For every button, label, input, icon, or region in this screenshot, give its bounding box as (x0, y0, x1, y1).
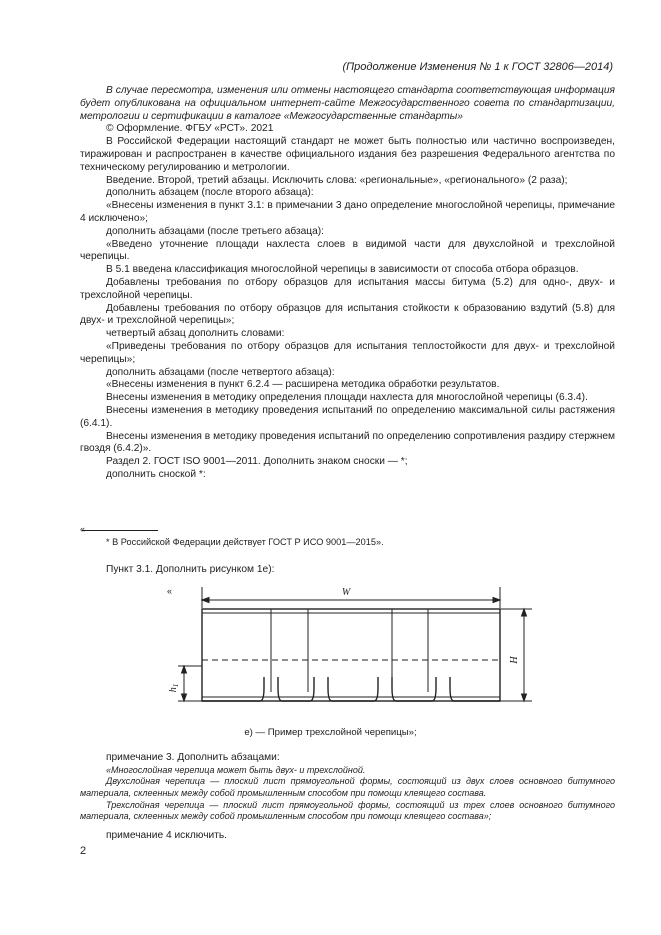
paragraph: Внесены изменения в методику проведения испытаний по определению сопротивления раздиру стержнем гвоздя (6.4.2)». (80, 430, 615, 455)
document-body (80, 85, 615, 482)
h1-label-sub: 1 (172, 683, 180, 688)
paragraph: Добавлены требования по отбору образцов для испытания стойкости к образованию вздутий (5.8) для двух- и трехслойной черепицы»; (80, 302, 615, 327)
note-line: Двухслойная черепица — плоский лист прямоугольной формы, состоящий из двух слоев основного битумного материала, склеенных между собой промышленным способом при помощи клеящего состава. (80, 776, 615, 798)
paragraph: Внесены изменения в методику определения площади нахлеста для многослойной черепицы (6.3.4). (106, 392, 588, 404)
paragraph: «Приведены требования по отбору образцов для испытания теплостойкости для двух- и трехслойной черепицы»; (80, 340, 615, 365)
paragraph: четвертый абзац дополнить словами: (106, 328, 285, 340)
paragraph: «Введено уточнение площади нахлеста слоев в видимой части для двухслойной и трехслойной черепицы. (80, 238, 615, 263)
paragraph: Внесены изменения в методику проведения испытаний по определению максимальной силы растяжения (6.4.1). (80, 404, 615, 429)
punkt-instruction: Пункт 3.1. Дополнить рисунком 1е): (106, 564, 275, 575)
notes-final: примечание 4 исключить. (106, 829, 228, 841)
paragraph: В случае пересмотра, изменения или отмены настоящего стандарта соответствующая информация будет опубликована на официальном интернет-сайте Межгосударственного совета по стандартизации, метрологии и сертификации в каталоге «Межгосударственные стандарты» (80, 85, 615, 122)
paragraph: © Оформление. ФГБУ «РСТ». 2021 (106, 123, 274, 135)
footnote-text: * В Российской Федерации действует ГОСТ Р ИСО 9001—2015». (106, 537, 384, 547)
notes-intro: примечание 3. Дополнить абзацами: (106, 752, 280, 763)
w-label: W (341, 587, 351, 598)
shingle-figure (160, 582, 540, 712)
paragraph: В 5.1 введена классификация многослойной черепицы в зависимости от способа отбора образцов. (106, 264, 579, 276)
h1-label-main: h (168, 687, 179, 693)
paragraph: дополнить абзацами (после третьего абзаца): (106, 225, 325, 237)
paragraph: В Российской Федерации настоящий стандарт не может быть полностью или частично воспроизведен, тиражирован и распространен в качестве официального издания без разрешения Федерального агентства по техническому регулированию и метрологии. (80, 136, 615, 173)
notes-section (80, 752, 615, 843)
paragraph: Раздел 2. ГОСТ ISO 9001—2011. Дополнить знаком сноски — *; (106, 456, 408, 468)
footnote-separator (82, 530, 158, 531)
paragraph: дополнить абзацами (после четвертого абзаца): (106, 366, 335, 378)
shingle-drawing (178, 587, 532, 701)
paragraph: дополнить абзацем (после второго абзаца): (106, 187, 314, 199)
paragraph: «Внесены изменения в пункт 3.1: в примечании 3 дано определение многослойной черепицы, примечание 4 исключено»; (80, 200, 615, 224)
page-header: (Продолжение Изменения № 1 к ГОСТ 32806—2014) (342, 61, 613, 73)
page-number: 2 (80, 845, 87, 857)
footnote-open-quote: « (80, 524, 86, 534)
note-line: Трехслойная черепица — плоский лист прямоугольной формы, состоящий из трех слоев основного битумного материала, склеенных между собой промышленным способом при помощи клеящего состава»; (80, 799, 615, 822)
figure-caption: е) — Пример трехслойной черепицы»; (244, 727, 417, 738)
h-label: H (509, 656, 520, 664)
note-line: «Многослойная черепица может быть двух- и трехслойной. (106, 764, 366, 775)
shingle-outline (202, 609, 500, 701)
paragraph: Добавлены требования по отбору образцов для испытания массы битума (5.2) для одно-, двух- и трехслойной черепицы. (80, 276, 615, 301)
figure-open-quote: « (167, 586, 173, 596)
paragraph: «Внесены изменения в пункт 6.2.4 — расширена методика обработки результатов. (106, 379, 500, 391)
h1-label (168, 684, 180, 693)
paragraph: Введение. Второй, третий абзацы. Исключить слова: «региональные», «регионального» (2 раза); (106, 174, 568, 186)
paragraph: дополнить сноской *: (106, 468, 206, 480)
